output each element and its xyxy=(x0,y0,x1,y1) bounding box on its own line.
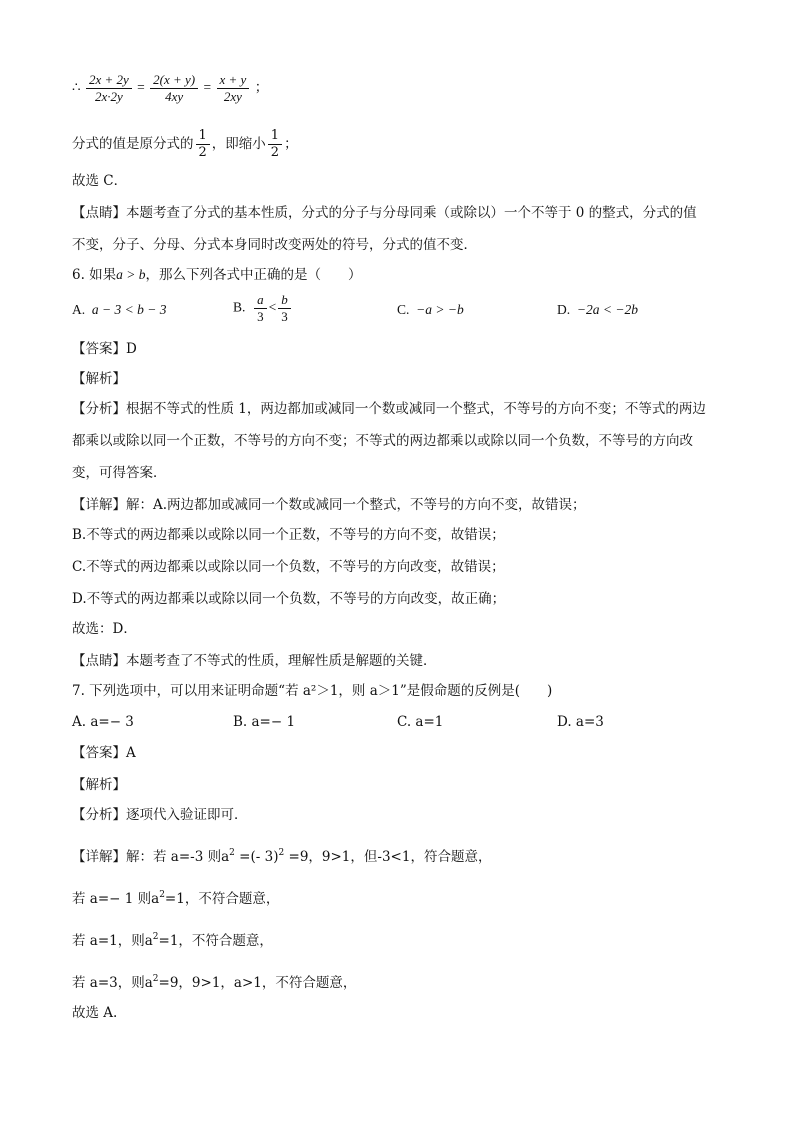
fraction-half: $\frac{1}{2}$ xyxy=(196,128,210,161)
option-7b: B. a=− 1 xyxy=(233,714,296,730)
analysis-6-line-3: 变，可得答案． xyxy=(72,465,167,481)
fraction-3: $\frac{x + y}{2xy}$ xyxy=(217,72,250,105)
detail-6-line-1: 【详解】解：A.两边都加或减同一个数或减同一个整式，不等号的方向不变，故错误； xyxy=(72,497,586,513)
answer-6: 【答案】D xyxy=(72,341,137,357)
analysis-label-7: 【解析】 xyxy=(72,777,126,793)
detail-7-line-4: 若 a=3，则$a^2=9$，9>1，a>1，不符合题意， xyxy=(72,974,357,991)
option-6d: D. −2a < −2b xyxy=(557,302,638,317)
fraction-2: $\frac{2(x + y)}{4xy}$ xyxy=(150,72,198,105)
option-6b: B. $\frac{a}{3}$ < $\frac{b}{3}$ xyxy=(233,292,293,325)
detail-6-line-3: C.不等式的两边都乘以或除以同一个负数，不等号的方向改变，故错误； xyxy=(72,559,505,575)
detail-6-line-2: B.不等式的两边都乘以或除以同一个正数，不等号的方向不变，故错误； xyxy=(72,527,505,543)
option-7c: C. a=1 xyxy=(397,714,444,730)
fraction-1: $\frac{2x + 2y}{2x\cdot 2y}$ xyxy=(86,72,132,105)
fraction-chain-line: ∴ $\frac{2x + 2y}{2x\cdot 2y}$ = $\frac{2(x + y)}{4xy}$ = $\frac{x + y}{2xy}$ ； xyxy=(72,72,269,104)
detail-6-line-5: 故选：D． xyxy=(72,621,137,637)
comment-line-1: 【点睛】本题考查了分式的基本性质，分式的分子与分母同乘（或除以）一个不等于 0 的整式，分式的值 xyxy=(72,205,697,221)
half-line: 分式的值是原分式的 $\frac{1}{2}$ ，即缩小 $\frac{1}{2}$ ； xyxy=(72,128,298,160)
detail-7-line-2: 若 a=− 1 则$a^2=1$，不符合题意， xyxy=(72,890,280,907)
comment-line-2: 不变，分子、分母、分式本身同时改变两处的符号，分式的值不变． xyxy=(72,237,477,253)
option-6a: A. a − 3 < b − 3 xyxy=(72,302,167,317)
question-6: 6. 如果a > b，那么下列各式中正确的是（ ） xyxy=(72,267,362,283)
detail-7-line-3: 若 a=1，则$a^2=1$，不符合题意， xyxy=(72,932,273,949)
option-7d: D. a=3 xyxy=(557,714,604,730)
analysis-6-line-1: 【分析】根据不等式的性质 1，两边都加或减同一个数或减同一个整式，不等号的方向不变；不等式的两边 xyxy=(72,401,706,417)
answer-choice-c: 故选 C． xyxy=(72,173,128,189)
comment-6: 【点睛】本题考查了不等式的性质，理解性质是解题的关键． xyxy=(72,653,437,669)
detail-7-line-1: 【详解】解：若 a=-3 则$a^2$ =(- 3)$^2$ =9，9>1，但-3<1，符合题意， xyxy=(72,848,492,865)
option-6c: C. −a > −b xyxy=(397,302,464,317)
question-7: 7. 下列选项中，可以用来证明命题“若 a²＞1，则 a＞1”是假命题的反例是( ) xyxy=(72,683,553,699)
answer-7: 【答案】A xyxy=(72,745,136,761)
analysis-7: 【分析】逐项代入验证即可． xyxy=(72,807,248,823)
detail-7-line-5: 故选 A. xyxy=(72,1005,118,1021)
analysis-label-6: 【解析】 xyxy=(72,371,126,387)
fraction-half-2: $\frac{1}{2}$ xyxy=(268,128,282,161)
detail-6-line-4: D.不等式的两边都乘以或除以同一个负数，不等号的方向改变，故正确； xyxy=(72,591,506,607)
analysis-6-line-2: 都乘以或除以同一个正数，不等号的方向不变；不等式的两边都乘以或除以同一个负数，不等号的方向改 xyxy=(72,433,693,449)
option-7a: A. a=− 3 xyxy=(72,714,134,730)
therefore-symbol: ∴ xyxy=(72,79,81,95)
